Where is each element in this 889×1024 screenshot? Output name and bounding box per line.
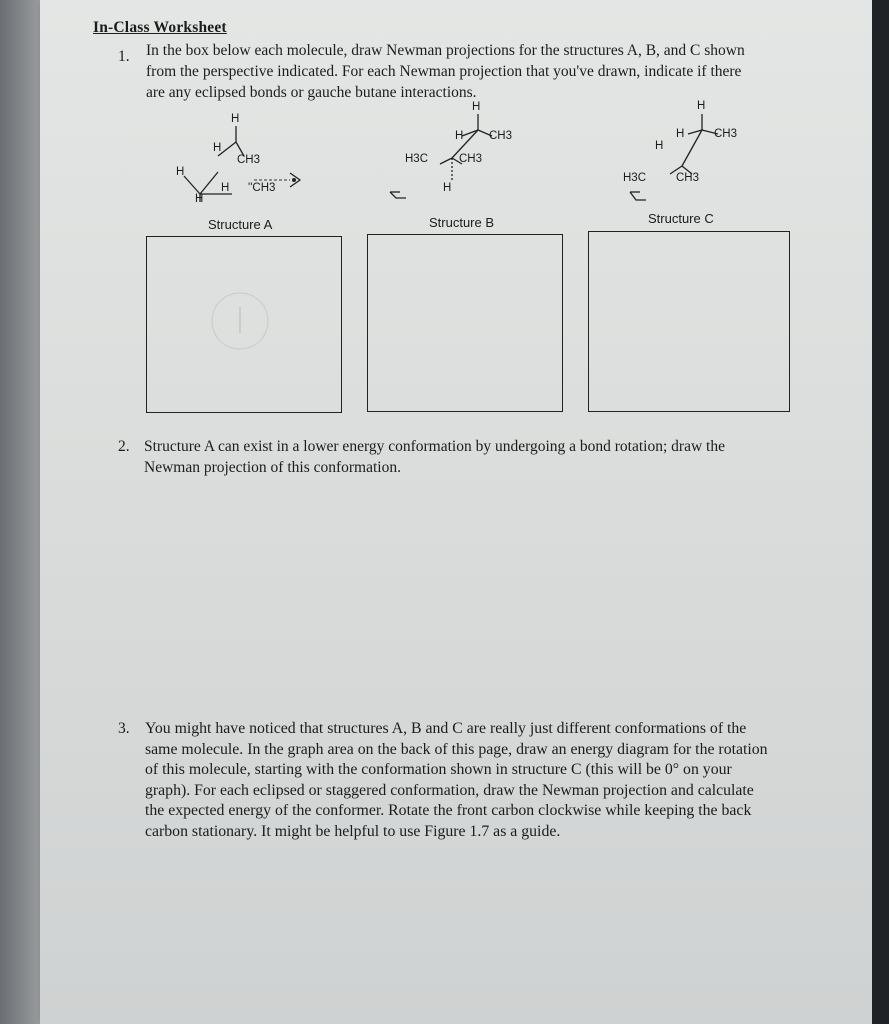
worksheet-title: In-Class Worksheet xyxy=(93,19,227,36)
q3-line-4: graph). For each eclipsed or staggered conformation, draw the Newman projection and calculate xyxy=(145,781,754,799)
struct-a-atom-h-inner: H xyxy=(221,182,230,194)
struct-b-atom-ch3-mid: CH3 xyxy=(459,153,483,165)
q2-number: 2. xyxy=(118,438,130,455)
q1-line-3: are any eclipsed bonds or gauche butane interactions. xyxy=(146,84,477,101)
q3-line-2: same molecule. In the graph area on the back of this page, draw an energy diagram for the rotation xyxy=(145,740,768,758)
q1-number: 1. xyxy=(118,48,130,65)
struct-a-atom-h-left: H xyxy=(213,142,222,154)
q3-line-5: the expected energy of the conformer. Rotate the front carbon clockwise while keeping the back xyxy=(145,802,752,819)
struct-a-atom-ch3-top: CH3 xyxy=(237,154,261,166)
structure-c-answer-box[interactable] xyxy=(588,231,790,412)
q3-number: 3. xyxy=(118,720,130,737)
struct-c-atom-h-upper: H xyxy=(676,128,685,140)
structure-b-answer-box[interactable] xyxy=(367,234,563,412)
q1-line-1: In the box below each molecule, draw Newman projections for the structures A, B, and C shown xyxy=(146,42,745,59)
struct-a-atom-h-side: H xyxy=(176,166,185,178)
q1-line-2: from the perspective indicated. For each Newman projection that you've drawn, indicate if there xyxy=(146,63,742,80)
struct-c-atom-h-side: H xyxy=(655,140,664,152)
struct-a-atom-ch3-bottom: ''CH3 xyxy=(248,182,276,194)
struct-c-atom-top-h: H xyxy=(697,100,706,112)
q3-line-1: You might have noticed that structures A, B and C are really just different conformations of the xyxy=(145,720,747,737)
q2-line-1: Structure A can exist in a lower energy conformation by undergoing a bond rotation; draw the xyxy=(144,438,725,455)
q3-line-6: carbon stationary. It might be helpful to use Figure 1.7 as a guide. xyxy=(145,822,561,840)
structure-c-bonds xyxy=(620,100,770,210)
struct-a-atom-h-bottom: H xyxy=(195,193,204,205)
q1-text xyxy=(146,40,745,103)
structure-b-label: Structure B xyxy=(429,215,495,230)
struct-c-atom-ch3-upper: CH3 xyxy=(714,128,738,140)
underlying-sheet xyxy=(0,0,40,1024)
background-edge xyxy=(872,0,889,1024)
struct-b-atom-ch3-upper: CH3 xyxy=(489,130,513,142)
q2-line-2: Newman projection of this conformation. xyxy=(144,459,401,476)
q3-line-3: of this molecule, starting with the conformation shown in structure C (this will be 0° on your xyxy=(145,761,732,778)
struct-a-atom-top-h: H xyxy=(231,113,240,125)
struct-b-atom-h-upper: H xyxy=(455,130,464,142)
struct-c-atom-ch3-lower: CH3 xyxy=(676,172,700,184)
struct-b-atom-h3c: H3C xyxy=(405,153,429,165)
struct-b-atom-top-h: H xyxy=(472,101,481,113)
q2-text xyxy=(144,436,725,478)
q3-text xyxy=(145,719,768,842)
structure-c-label: Structure C xyxy=(648,211,714,226)
structure-a-label: Structure A xyxy=(208,217,273,232)
struct-c-atom-h3c: H3C xyxy=(623,172,647,184)
struct-b-atom-h-bottom: H xyxy=(443,182,452,194)
structure-a-answer-box[interactable] xyxy=(146,236,342,413)
faint-circle-sketch xyxy=(147,237,341,412)
